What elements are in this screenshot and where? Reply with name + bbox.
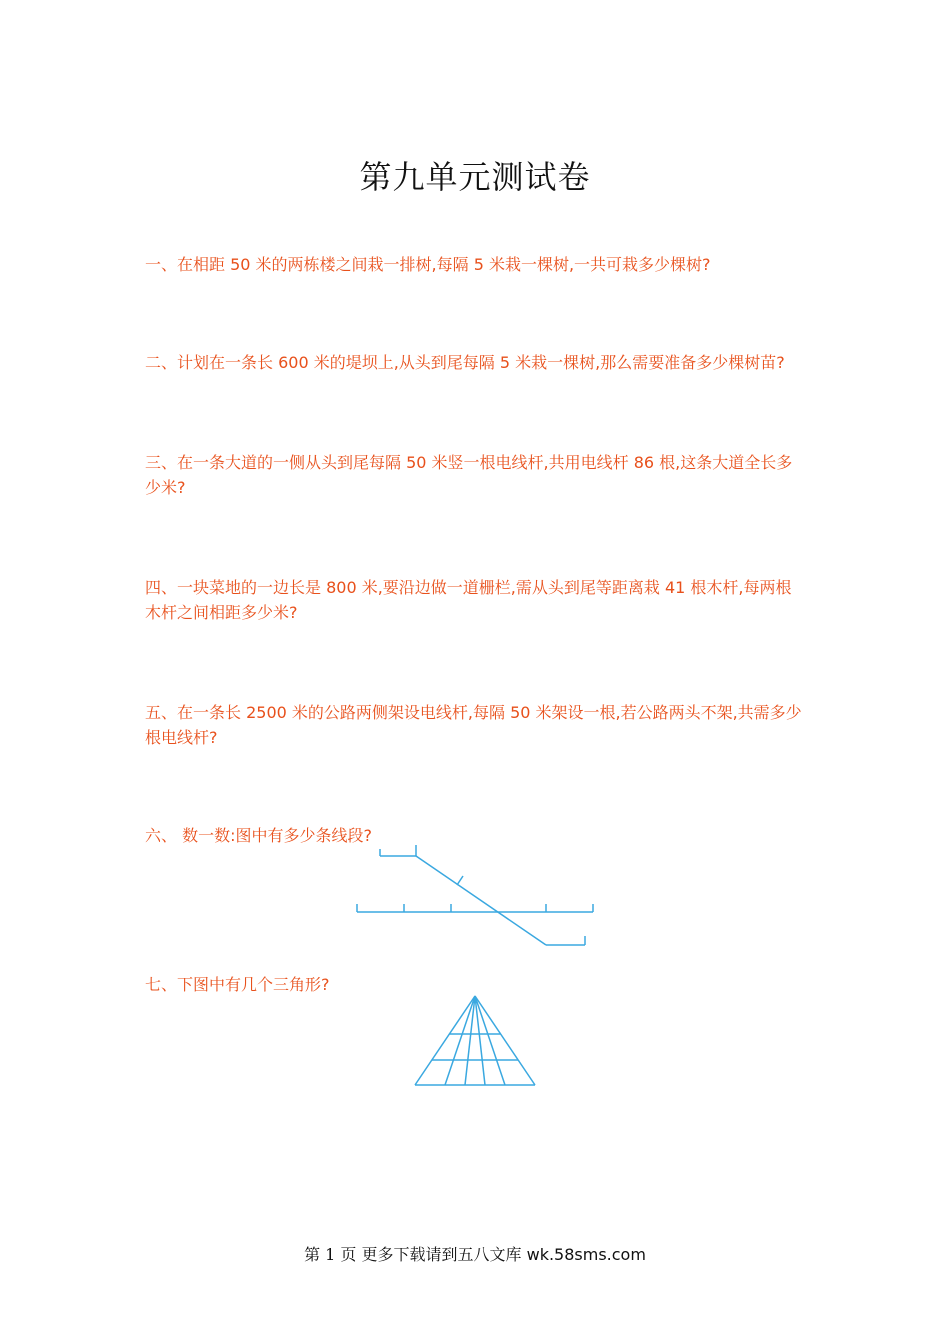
- question-7: 七、下图中有几个三角形?: [145, 975, 330, 994]
- question-3: 三、在一条大道的一侧从头到尾每隔 50 米竖一根电线杆,共用电线杆 86 根,这条大道全长多少米?: [145, 453, 793, 497]
- triangle-line: [475, 996, 505, 1085]
- triangle-line: [415, 996, 475, 1085]
- page-footer: [0, 1242, 950, 1265]
- figure-tick: [457, 876, 463, 885]
- footer-page-text: 第 1 页 更多下载请到五八文库: [304, 1245, 522, 1264]
- footer-site-link[interactable]: wk.58sms.com: [526, 1245, 646, 1264]
- triangle-line: [465, 996, 475, 1085]
- figure-line: [416, 856, 546, 945]
- triangle-line: [475, 996, 535, 1085]
- triangle-line: [475, 996, 485, 1085]
- question-1: 一、在相距 50 米的两栋楼之间栽一排树,每隔 5 米栽一棵树,一共可栽多少棵树?: [145, 255, 711, 274]
- question-6: 六、 数一数:图中有多少条线段?: [145, 826, 372, 845]
- page-title: 第九单元测试卷: [359, 158, 591, 196]
- triangle-line: [445, 996, 475, 1085]
- question-4: 四、一块菜地的一边长是 800 米,要沿边做一道栅栏,需从头到尾等距离栽 41 根木杆,每两根木杆之间相距多少米?: [145, 578, 792, 622]
- question-5: 五、在一条长 2500 米的公路两侧架设电线杆,每隔 50 米架设一根,若公路两头不架,共需多少根电线杆?: [145, 703, 802, 747]
- question-2: 二、计划在一条长 600 米的堤坝上,从头到尾每隔 5 米栽一棵树,那么需要准备多少棵树苗?: [145, 353, 785, 372]
